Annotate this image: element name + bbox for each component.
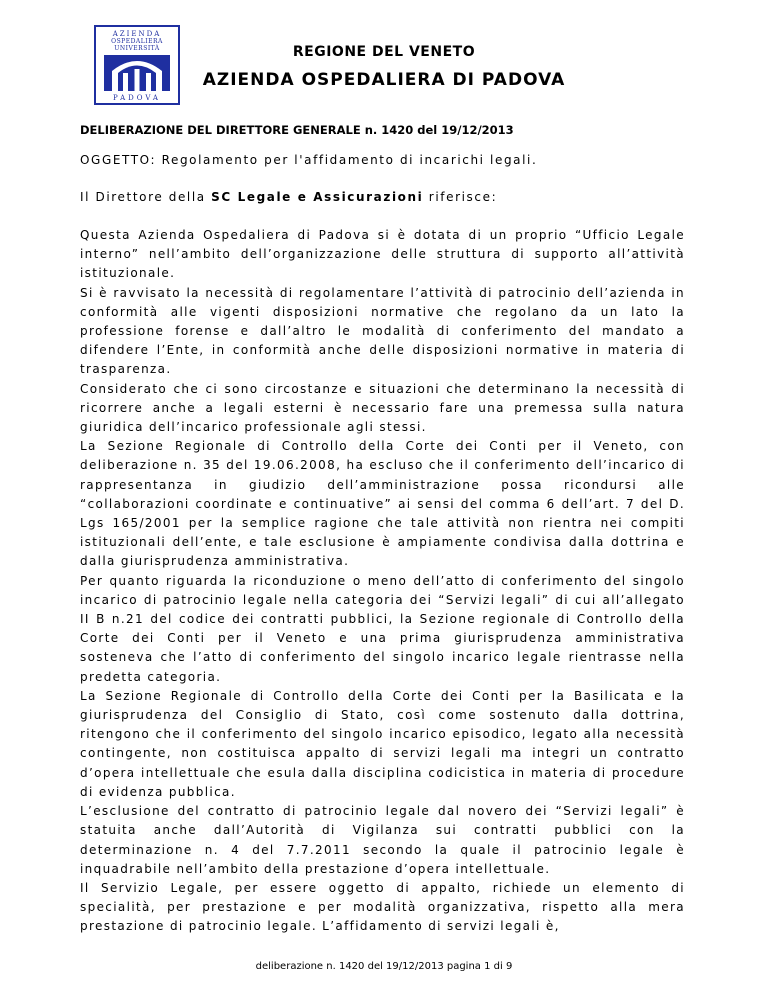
reporting-department: SC Legale e Assicurazioni	[211, 190, 424, 204]
body-paragraph: Considerato che ci sono circostanze e situazioni che determinano la necessità di ricorrere anche a legali esterni è necessario fare una premessa sulla natura giuridica dell’incarico professionale agli stessi.	[80, 381, 685, 435]
reporting-prefix: Il Direttore della	[80, 190, 212, 204]
subject-line: OGGETTO: Regolamento per l'affidamento di incarichi legali.	[80, 153, 538, 167]
body-paragraph: La Sezione Regionale di Controllo della Corte dei Conti per il Veneto, con deliberazione n. 35 del 19.06.2008, ha escluso che il conferimento dell’incarico di rappresentanza in giudizio dell’amministrazione possa ricondursi alle “collaborazioni coordinate e continuative” ai sensi del comma 6 dell’art. 7 del D. Lgs 165/2001 per la semplice ragione che tale attività non rientra nei compiti istituzionali dell’ente, e tale esclusione è ampiamente condivisa dalla dottrina e dalla giurisprudenza amministrativa.	[80, 439, 685, 569]
deliberation-title: DELIBERAZIONE DEL DIRETTORE GENERALE n. 1420 del 19/12/2013	[80, 123, 514, 137]
header-region: REGIONE DEL VENETO	[292, 44, 476, 60]
body-paragraph: Per quanto riguarda la riconduzione o meno dell’atto di conferimento del singolo incarico di patrocinio legale nella categoria dei “Servizi legali” di cui all’allegato II B n.21 del codice dei contratti pubblici, la Sezione regionale di Controllo della Corte dei Conti per il Veneto e una prima giurisprudenza amministrativa sosteneva che l’atto di conferimento del singolo incarico legale rientrasse nella predetta categoria.	[80, 573, 685, 684]
logo-text-line-2: OSPEDALIERA	[111, 38, 163, 45]
body-paragraph: La Sezione Regionale di Controllo della Corte dei Conti per la Basilicata e la giurisprudenza del Consiglio di Stato, così come sostenuto dalla dottrina, ritengono che il conferimento del singolo incarico episodico, legato alla necessità contingente, non costituisca appalto di servizi legali ma integri un contratto d’opera intellettuale che esula dalla disciplina codicistica in materia di procedure di evidenza pubblica.	[80, 688, 685, 799]
body-paragraph: Questa Azienda Ospedaliera di Padova si è dotata di un proprio “Ufficio Legale interno” nell’ambito dell’organizzazione delle struttura di supporto all’attività istituzionale.	[80, 228, 685, 281]
page-footer: deliberazione n. 1420 del 19/12/2013 pagina 1 di 9	[255, 961, 513, 972]
body-paragraph: Il Servizio Legale, per essere oggetto di appalto, richiede un elemento di specialità, per prestazione e per modalità organizzativa, rispetto alla mera prestazione di patrocinio legale. L’affidamento di servizi legali è,	[80, 880, 685, 934]
reporting-line	[80, 190, 497, 204]
logo-text-line-1: AZIENDA	[112, 30, 162, 38]
body-text	[80, 226, 685, 937]
body-paragraph: Si è ravvisato la necessità di regolamentare l’attività di patrocinio dell’azienda in conformità alle vigenti disposizioni normative che regolano da un lato la professione forense e dall’altro le modalità di conferimento del mandato a difendere l’Ente, in conformità anche delle disposizioni normative in materia di trasparenza.	[80, 285, 685, 377]
reporting-suffix: riferisce:	[423, 190, 498, 204]
header-azienda: AZIENDA OSPEDALIERA DI PADOVA	[202, 70, 566, 90]
logo-text-bottom: PADOVA	[113, 94, 161, 102]
logo-text-line-3: UNIVERSITÀ	[114, 45, 160, 52]
body-paragraph: L’esclusione del contratto di patrocinio legale dal novero dei “Servizi legali” è statuita anche dall’Autorità di Vigilanza sui contratti pubblici con la determinazione n. 4 del 7.7.2011 secondo la quale il patrocinio legale è inquadrabile nell’ambito della prestazione d’opera intellettuale.	[80, 804, 685, 876]
hospital-logo	[94, 25, 180, 105]
